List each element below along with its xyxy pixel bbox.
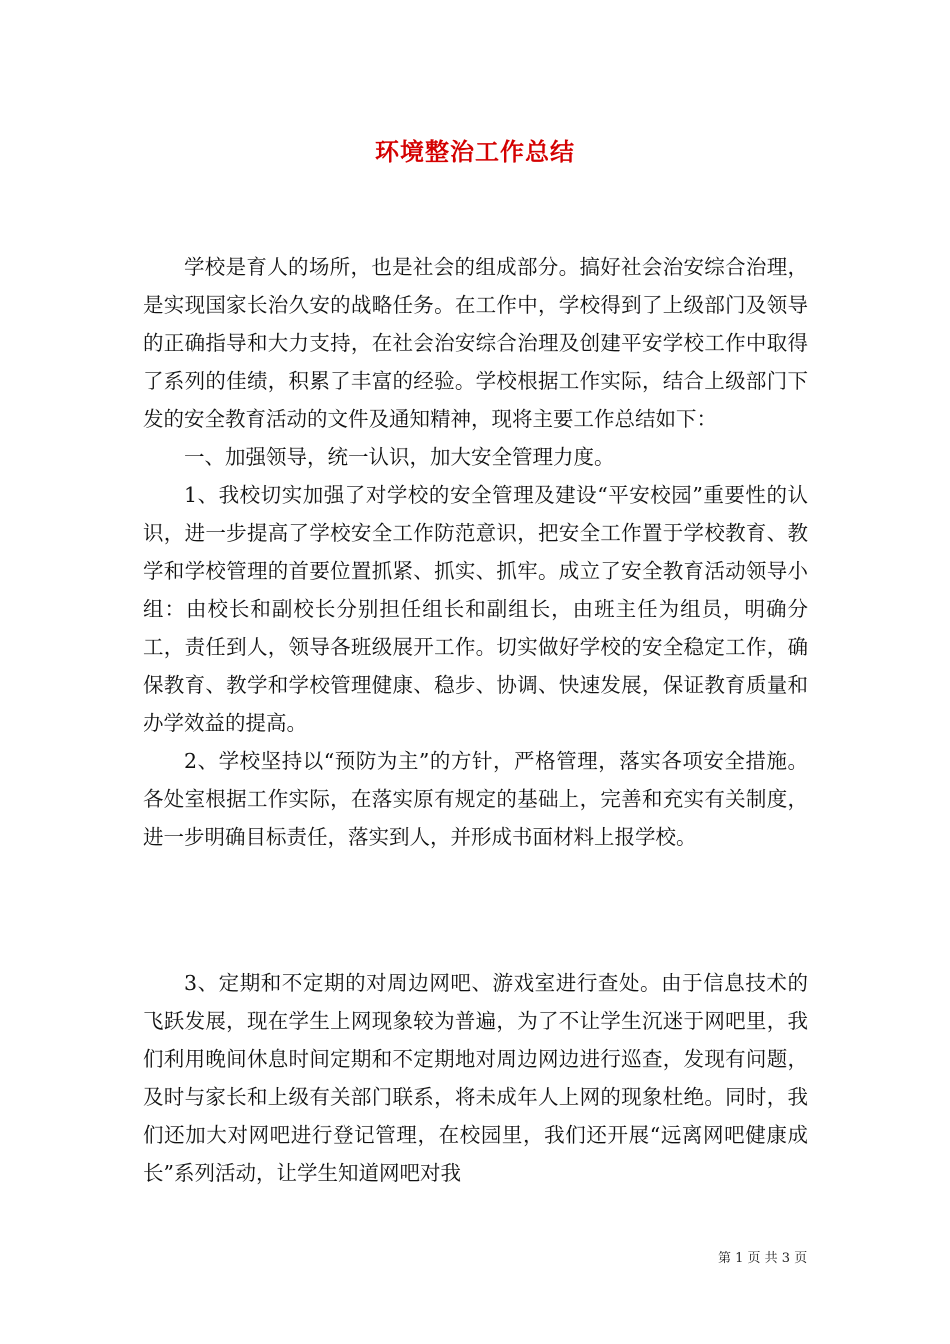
body-section-2 [143, 964, 808, 1192]
paragraph-intro: 学校是育人的场所，也是社会的组成部分。搞好社会治安综合治理，是实现国家长治久安的战略任务。在工作中，学校得到了上级部门及领导的正确指导和大力支持，在社会治安综合治理及创建平安学校工作中取得了系列的佳绩，积累了丰富的经验。学校根据工作实际，结合上级部门下发的安全教育活动的文件及通知精神，现将主要工作总结如下： [143, 255, 808, 431]
paragraph-item-1: 1、我校切实加强了对学校的安全管理及建设“平安校园”重要性的认识，进一步提高了学校安全工作防范意识，把安全工作置于学校教育、教学和学校管理的首要位置抓紧、抓实、抓牢。成立了安全教育活动领导小组：由校长和副校长分别担任组长和副组长，由班主任为组员，明确分工，责任到人，领导各班级展开工作。切实做好学校的安全稳定工作，确保教育、教学和学校管理健康、稳步、协调、快速发展，保证教育质量和办学效益的提高。 [143, 483, 808, 735]
page-indicator: 第 1 页 共 3 页 [718, 1251, 808, 1266]
paragraph-item-3: 3、定期和不定期的对周边网吧、游戏室进行查处。由于信息技术的飞跃发展，现在学生上网现象较为普遍，为了不让学生沉迷于网吧里，我们利用晚间休息时间定期和不定期地对周边网边进行巡查，发现有问题，及时与家长和上级有关部门联系，将未成年人上网的现象杜绝。同时，我们还加大对网吧进行登记管理，在校园里，我们还开展“远离网吧健康成长”系列活动，让学生知道网吧对我 [143, 971, 808, 1185]
body-section-1 [143, 248, 808, 856]
document-title: 环境整治工作总结 [375, 137, 575, 166]
paragraph-section-heading: 一、加强领导，统一认识，加大安全管理力度。 [184, 445, 615, 469]
paragraph-item-2: 2、学校坚持以“预防为主”的方针，严格管理，落实各项安全措施。各处室根据工作实际，在落实原有规定的基础上，完善和充实有关制度，进一步明确目标责任，落实到人，并形成书面材料上报学校。 [143, 749, 808, 849]
